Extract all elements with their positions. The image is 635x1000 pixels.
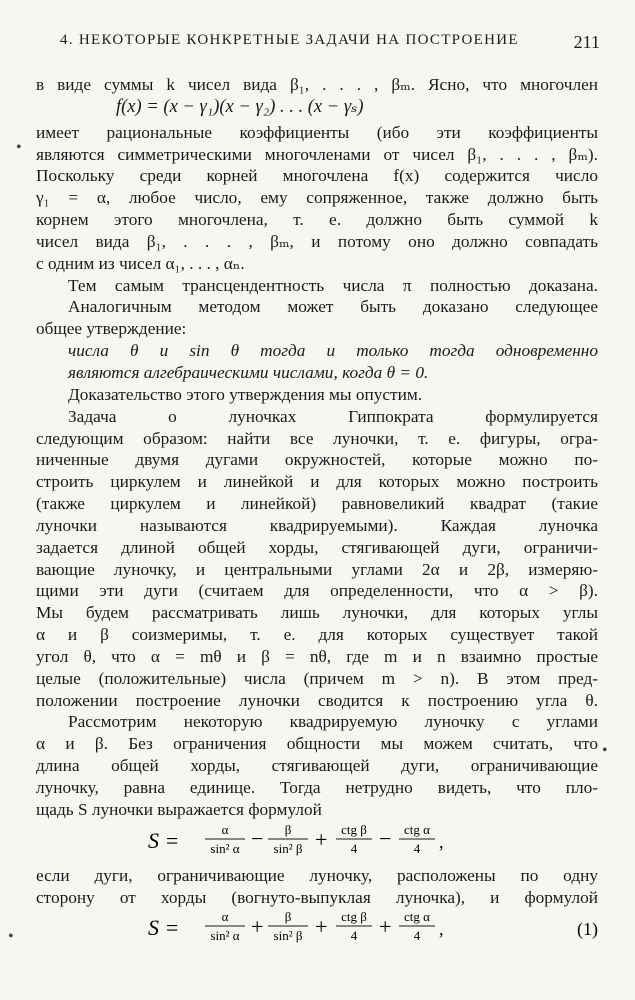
text-line: Поскольку среди корней многочлена f(x) содержится число	[36, 166, 598, 186]
text-line: являются симметрическими многочленами от чисел β₁, . . . , βₘ).	[36, 144, 598, 164]
text-line: Тем самым трансцендентность числа π полностью доказана.	[68, 275, 598, 295]
equation-number: (1)	[577, 919, 598, 940]
text-line: строить циркулем и линейкой и для которых можно построить	[36, 472, 598, 492]
text-line: чисел вида β₁, . . . , βₘ, и потому оно должно совпадать	[36, 231, 598, 251]
theorem-line: числа θ и sin θ тогда и только тогда одновременно	[68, 341, 598, 361]
frac-den: 4	[350, 928, 358, 944]
margin-dot: •	[16, 139, 22, 156]
header-title: 4. НЕКОТОРЫЕ КОНКРЕТНЫЕ ЗАДАЧИ НА ПОСТРОЕНИЕ	[60, 32, 519, 48]
formula-operator: +	[315, 826, 328, 852]
margin-dot: •	[8, 928, 14, 945]
running-header	[60, 32, 600, 52]
frac-num: α	[221, 821, 229, 837]
text-line: целые (положительные) числа (причем m > n). В этом пред-	[36, 668, 598, 688]
text-line: (также циркулем и линейкой) равновеликий квадрат (такие	[36, 494, 598, 514]
formula-area-concave	[36, 821, 598, 865]
text-line: следующим образом: найти все луночки, т. е. фигуры, огра-	[36, 428, 598, 448]
formula-area-convex	[36, 908, 598, 952]
text-line: с одним из чисел α₁, . . . , αₙ.	[36, 253, 245, 273]
text-line: имеет рациональные коэффициенты (ибо эти коэффициенты	[36, 122, 598, 142]
frac-den: sin² β	[273, 840, 303, 856]
text-line: Мы будем рассматривать лишь луночки, для которых углы	[36, 603, 598, 623]
text-line: α и β. Без ограничения общности мы можем считать, что	[36, 734, 598, 754]
text-line: Доказательство этого утверждения мы опустим.	[68, 384, 423, 404]
formula-lhs: S =	[148, 827, 180, 853]
page-number: 211	[573, 32, 600, 52]
text-line: щадь S луночки выражается формулой	[36, 799, 322, 819]
frac-den: sin² β	[273, 928, 303, 944]
text-line: Рассмотрим некоторую квадрируемую луночку с углами	[68, 712, 598, 732]
text-line: задается длиной общей хорды, стягивающей дуги, ограничи-	[36, 537, 598, 557]
formula-punct: ,	[439, 831, 444, 852]
frac-num: β	[284, 821, 292, 837]
frac-den: 4	[413, 840, 421, 856]
text-line: Аналогичным методом может быть доказано следующее	[68, 297, 598, 317]
frac-num: ctg α	[404, 821, 430, 837]
text-line: если дуги, ограничивающие луночку, расположены по одну	[36, 865, 598, 885]
text-line: сторону от хорды (вогнуто-выпуклая луночка), и формулой	[36, 887, 598, 907]
text-line: щими эти дуги (считаем для определенности, что α > β).	[36, 581, 598, 601]
text-line: общее утверждение:	[36, 319, 187, 339]
frac-den: sin² α	[210, 928, 240, 944]
text-line: α и β соизмеримы, т. е. для которых существует такой	[36, 625, 598, 645]
text-line: ниченные двумя дугами окружностей, которые можно по-	[36, 450, 598, 470]
text-line: γ₁ = α, любое число, ему сопряженное, также должно быть	[36, 188, 598, 208]
theorem-line: являются алгебраическими числами, когда θ = 0.	[68, 362, 429, 382]
formula-operator: −	[251, 825, 264, 851]
formula-f-x: f(x) = (x − γ₁)(x − γ₂) . . . (x − γₛ)	[116, 96, 364, 117]
formula-punct: ,	[439, 919, 444, 940]
formula-lhs: S =	[148, 915, 180, 941]
margin-dot: •	[602, 742, 608, 759]
text-line: Задача о луночках Гиппократа формулируется	[68, 406, 598, 426]
frac-den: 4	[413, 928, 421, 944]
text-line: длина общей хорды, стягивающей дуги, ограничивающие	[36, 756, 598, 776]
text-line: луночку, равна единице. Тогда нетрудно видеть, что пло-	[36, 778, 598, 797]
formula-operator: −	[379, 825, 392, 851]
text-line: в виде суммы k чисел вида β₁, . . . , βₘ. Ясно, что многочлен	[36, 75, 598, 94]
text-line: угол θ, что α = mθ и β = nθ, где m и n взаимно простые	[36, 646, 598, 666]
frac-num: ctg β	[341, 821, 367, 837]
text-line: вающие луночку, и центральными углами 2α и 2β, измеряю-	[36, 559, 598, 579]
frac-num: α	[221, 909, 229, 925]
formula-operator: +	[379, 914, 392, 940]
frac-den: 4	[350, 840, 358, 856]
formula-operator: +	[251, 914, 264, 940]
frac-num: β	[284, 909, 292, 925]
frac-den: sin² α	[210, 840, 240, 856]
formula-operator: +	[315, 914, 328, 940]
frac-num: ctg α	[404, 909, 430, 925]
frac-num: ctg β	[341, 909, 367, 925]
text-line: корнем этого многочлена, т. е. должно быть суммой k	[36, 210, 598, 230]
text-line: луночки называются квадрируемыми). Каждая луночка	[36, 515, 598, 535]
text-line: положении построение луночки сводится к построению угла θ.	[36, 690, 598, 710]
page-body	[36, 74, 598, 952]
